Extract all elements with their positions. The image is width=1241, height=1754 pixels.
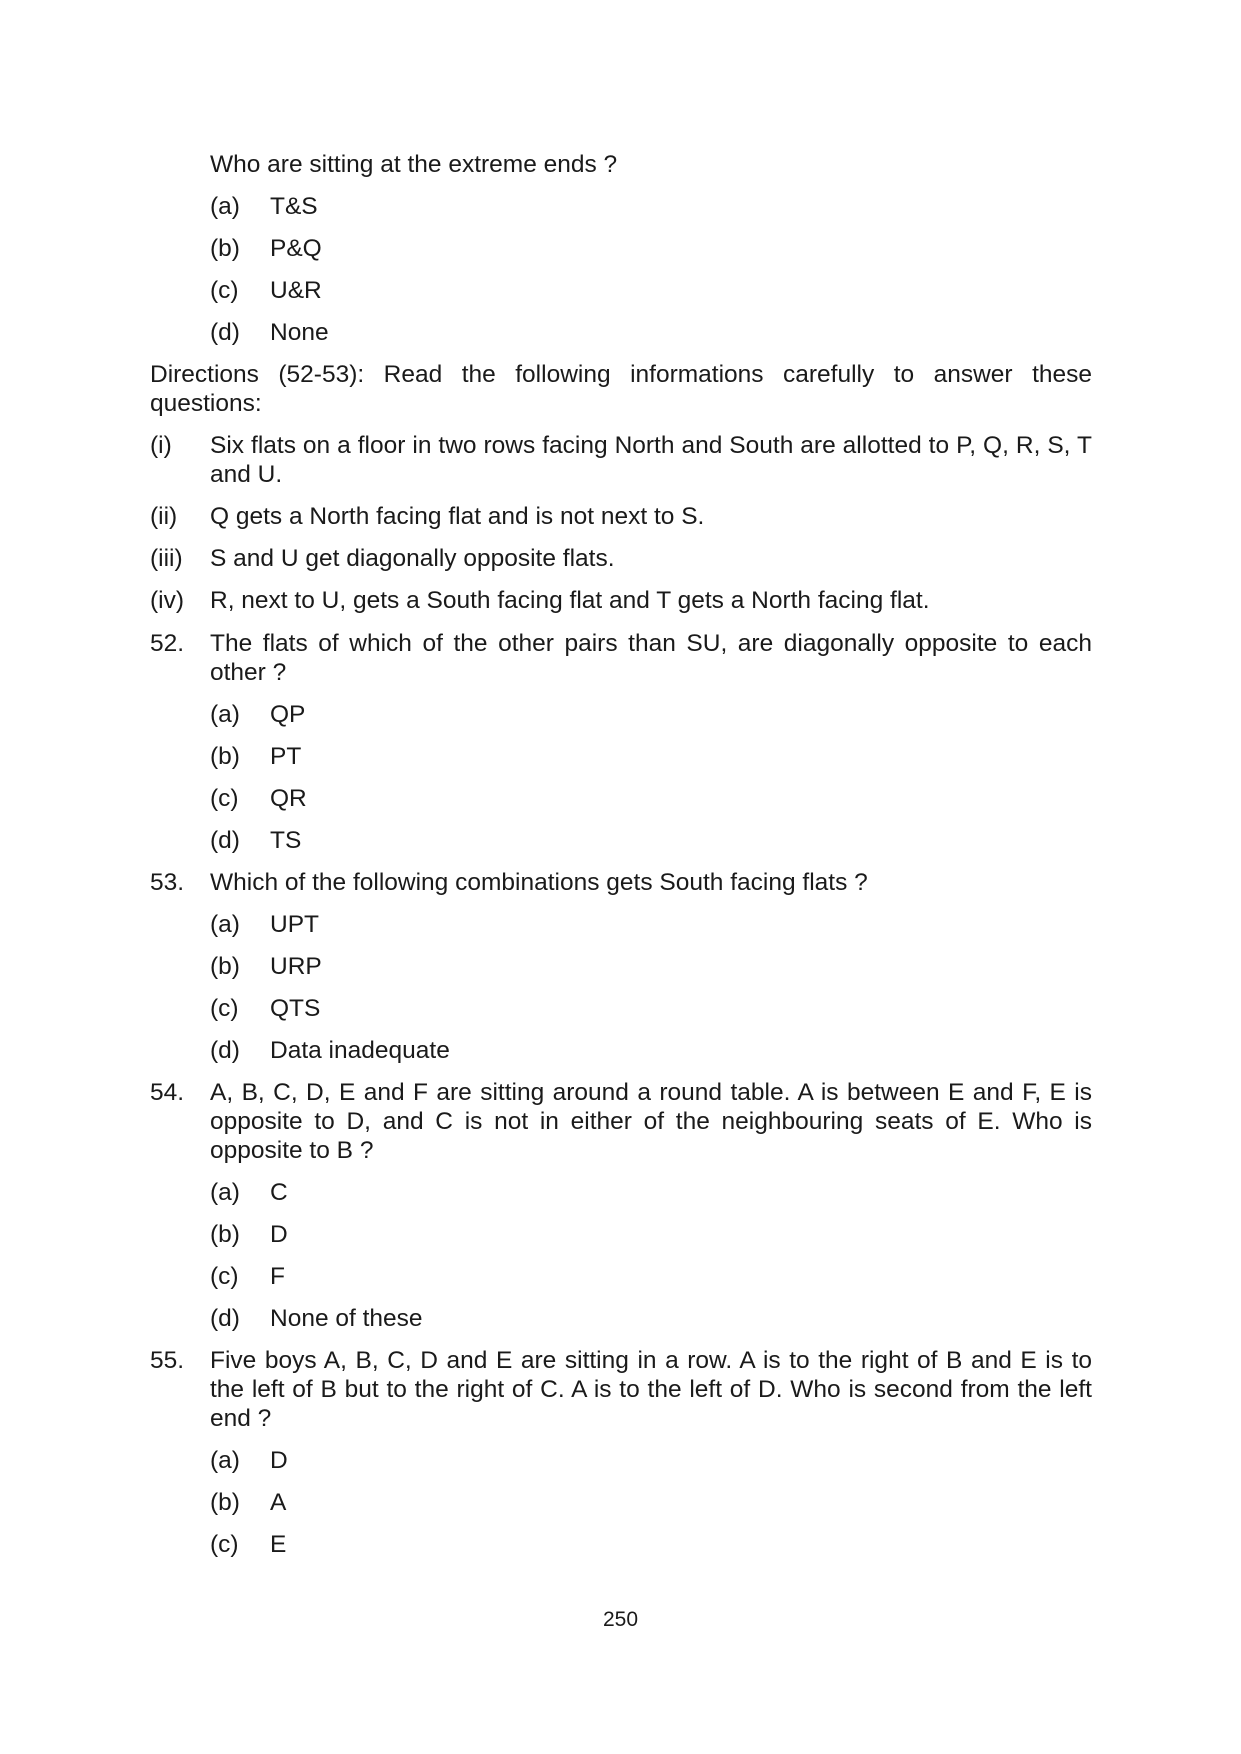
option-text: TS [270, 827, 302, 854]
option-text: U&R [270, 277, 322, 304]
option-label: (b) [210, 1221, 240, 1248]
question-51-text: Who are sitting at the extreme ends ? [210, 151, 618, 178]
option-label: (a) [210, 193, 240, 220]
option-label: (c) [210, 995, 239, 1022]
option-text: F [270, 1263, 285, 1290]
option-label: (c) [210, 1263, 239, 1290]
option-text: QTS [270, 995, 321, 1022]
option-text: P&Q [270, 235, 322, 262]
statement-text: Six flats on a floor in two rows facing North and South are allotted to P, Q, R, S, T and U. [210, 432, 1092, 488]
statement-number: (iv) [150, 587, 185, 614]
option-text: UPT [270, 911, 319, 938]
page-number: 250 [602, 1608, 639, 1631]
statement-number: (ii) [150, 503, 178, 530]
option-text: None [270, 319, 329, 346]
option-label: (c) [210, 1531, 239, 1558]
statement-number: (i) [150, 432, 172, 459]
question-text: The flats of which of the other pairs than SU, are diagonally opposite to each other ? [210, 630, 1092, 686]
option-label: (a) [210, 1179, 240, 1206]
option-label: (b) [210, 1489, 240, 1516]
directions-text: Directions (52-53): Read the following informations carefully to answer these questions: [150, 361, 1092, 417]
option-label: (a) [210, 1447, 240, 1474]
question-text: Which of the following combinations gets South facing flats ? [210, 869, 868, 896]
option-label: (c) [210, 785, 239, 812]
option-text: T&S [270, 193, 318, 220]
option-text: A [270, 1489, 287, 1516]
option-label: (d) [210, 827, 240, 854]
option-label: (d) [210, 1305, 240, 1332]
option-text: PT [270, 743, 302, 770]
question-text: Five boys A, B, C, D and E are sitting in a row. A is to the right of B and E is to the left of B but to the right of C. A is to the left of D. Who is second from the left end ? [210, 1347, 1092, 1432]
option-label: (b) [210, 953, 240, 980]
option-label: (b) [210, 743, 240, 770]
question-text: A, B, C, D, E and F are sitting around a round table. A is between E and F, E is opposite to D, and C is not in either of the neighbouring seats of E. Who is opposite to B ? [210, 1079, 1092, 1164]
option-label: (a) [210, 701, 240, 728]
option-text: None of these [270, 1305, 423, 1332]
option-text: D [270, 1221, 288, 1248]
question-number: 53. [150, 869, 185, 896]
option-text: D [270, 1447, 288, 1474]
option-text: QP [270, 701, 306, 728]
statement-number: (iii) [150, 545, 183, 572]
statement-text: R, next to U, gets a South facing flat and T gets a North facing flat. [210, 587, 930, 614]
option-text: E [270, 1531, 287, 1558]
option-text: C [270, 1179, 288, 1206]
question-number: 55. [150, 1347, 185, 1374]
option-label: (a) [210, 911, 240, 938]
option-label: (b) [210, 235, 240, 262]
question-number: 54. [150, 1079, 185, 1106]
statement-text: S and U get diagonally opposite flats. [210, 545, 615, 572]
option-text: Data inadequate [270, 1037, 450, 1064]
option-text: QR [270, 785, 307, 812]
option-label: (c) [210, 277, 239, 304]
option-label: (d) [210, 319, 240, 346]
option-text: URP [270, 953, 322, 980]
statement-text: Q gets a North facing flat and is not next to S. [210, 503, 705, 530]
question-number: 52. [150, 630, 185, 657]
option-label: (d) [210, 1037, 240, 1064]
